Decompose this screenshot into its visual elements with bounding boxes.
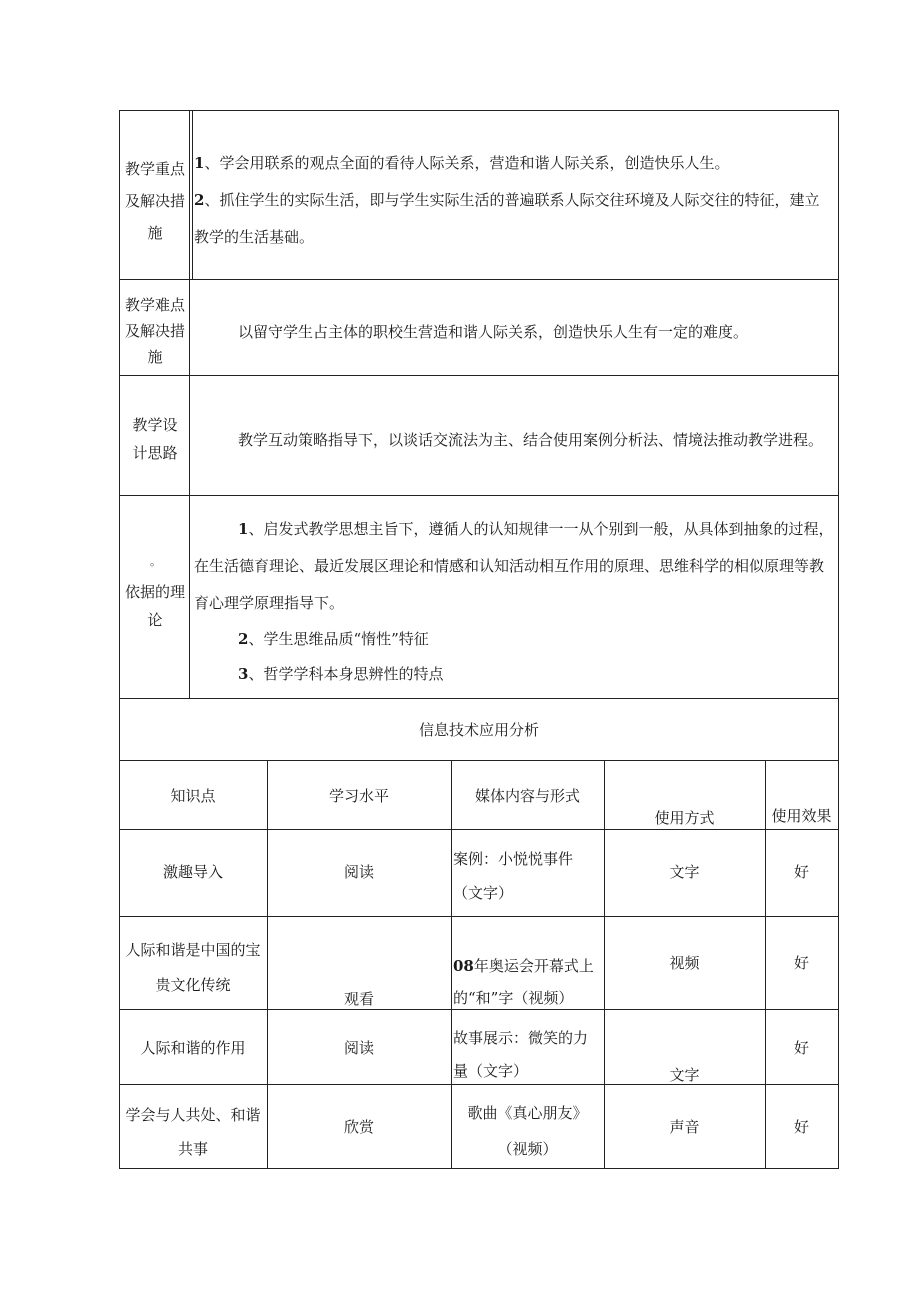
row-1-media-line-2: （文字） [453, 884, 514, 902]
column-divider [267, 760, 268, 1169]
row-1-level: 阅读 [343, 863, 374, 881]
key-point-item [194, 145, 839, 182]
item-number: 2 [194, 191, 205, 209]
header-level: 学习水平 [328, 787, 389, 805]
difficulties-label [121, 292, 189, 370]
label-column-divider [189, 110, 190, 699]
row-2-effect: 好 [793, 954, 809, 972]
row-1-method: 文字 [669, 863, 700, 881]
item-number: 3 [238, 665, 249, 683]
row-divider [119, 375, 839, 376]
table-border-right [838, 110, 839, 1169]
theory-item-3 [238, 664, 443, 684]
label-line: 论 [147, 611, 163, 629]
media-year: 08 [453, 957, 474, 975]
row-4-knowledge-line-2: 共事 [177, 1140, 208, 1158]
row-4-knowledge-line-1: 学会与人共处、和谐 [125, 1106, 261, 1124]
item-text: 教学的生活基础。 [194, 228, 315, 246]
label-line: 计思路 [132, 444, 178, 462]
key-point-item [194, 219, 839, 256]
row-4-effect: 好 [793, 1118, 809, 1136]
row-4-method: 声音 [669, 1118, 700, 1136]
item-number: 1 [238, 520, 249, 538]
it-analysis-title: 信息技术应用分析 [418, 721, 539, 739]
row-divider [119, 916, 839, 917]
table-border-bottom [119, 1168, 839, 1169]
label-line: 教学重点 [124, 160, 185, 178]
item-text: 、学会用联系的观点全面的看待人际关系，营造和谐人际关系，创造快乐人生。 [204, 154, 730, 172]
theory-item-2 [238, 629, 429, 649]
row-4-media-line-1: 歌曲《真心朋友》 [467, 1104, 588, 1122]
theory-item-1-line-2: 在生活德育理论、最近发展区理论和情感和认知活动相互作用的原理、思维科学的相似原理等教 [194, 557, 825, 575]
row-1-knowledge: 激趣导入 [162, 863, 223, 881]
row-2-media-line-2: 的“和”字（视频） [453, 989, 574, 1007]
row-divider [119, 760, 839, 761]
header-method: 使用方式 [654, 809, 715, 827]
theory-label [121, 578, 189, 634]
row-divider [119, 698, 839, 699]
row-4-level: 欣赏 [343, 1118, 374, 1136]
theory-mark: 。 [150, 555, 161, 568]
key-points-content [194, 145, 839, 256]
row-divider [119, 495, 839, 496]
row-1-media-line-1: 案例：小悦悦事件 [453, 850, 574, 868]
row-3-media-line-1: 故事展示：微笑的力 [453, 1029, 589, 1047]
row-1-effect: 好 [793, 863, 809, 881]
label-line: 及解决措 [124, 192, 185, 210]
row-2-media-line-1 [453, 956, 594, 976]
theory-item-1-line-3: 育心理学原理指导下。 [194, 594, 345, 612]
label-line: 施 [147, 348, 163, 366]
label-line: 教学设 [132, 416, 178, 434]
row-3-method: 文字 [669, 1066, 700, 1084]
label-line: 及解决措 [124, 322, 185, 340]
key-point-item [194, 182, 839, 219]
header-media: 媒体内容与形式 [474, 787, 580, 805]
item-text: 、学生思维品质“惰性”特征 [248, 630, 429, 648]
item-number: 1 [194, 154, 205, 172]
media-text: 年奥运会开幕式上 [473, 957, 594, 975]
design-text: 教学互动策略指导下，以谈话交流法为主、结合使用案例分析法、情境法推动教学进程。 [238, 431, 824, 449]
header-effect: 使用效果 [771, 807, 832, 825]
label-line: 施 [147, 224, 163, 242]
key-points-label [121, 153, 189, 249]
design-label [121, 411, 189, 467]
label-column-divider-double [192, 110, 193, 280]
header-knowledge: 知识点 [170, 787, 216, 805]
row-3-level: 阅读 [343, 1039, 374, 1057]
row-2-method: 视频 [669, 954, 700, 972]
label-line: 教学难点 [124, 296, 185, 314]
theory-item-1-line-1 [238, 519, 833, 539]
row-2-knowledge-line-2: 贵文化传统 [155, 976, 231, 994]
row-divider [119, 1009, 839, 1010]
difficulties-text: 以留守学生占主体的职校生营造和谐人际关系，创造快乐人生有一定的难度。 [238, 323, 749, 341]
item-number: 2 [238, 630, 249, 648]
item-text: 、启发式教学思想主旨下，遵循人的认知规律一一从个别到一般，从具体到抽象的过程， [248, 520, 834, 538]
row-2-knowledge-line-1: 人际和谐是中国的宝 [125, 941, 261, 959]
item-text: 、哲学学科本身思辨性的特点 [248, 665, 444, 683]
table-border-top [119, 110, 839, 111]
row-3-effect: 好 [793, 1039, 809, 1057]
row-3-media-line-2: 量（文字） [453, 1062, 529, 1080]
row-2-level: 观看 [343, 990, 374, 1008]
row-4-media-line-2: （视频） [497, 1140, 558, 1158]
row-3-knowledge: 人际和谐的作用 [140, 1039, 246, 1057]
item-text: 、抓住学生的实际生活，即与学生实际生活的普遍联系人际交往环境及人际交往的特征，建立 [204, 191, 820, 209]
label-line: 依据的理 [124, 583, 185, 601]
table-border-left [119, 110, 120, 1169]
row-divider [119, 829, 839, 830]
row-divider [119, 279, 839, 280]
